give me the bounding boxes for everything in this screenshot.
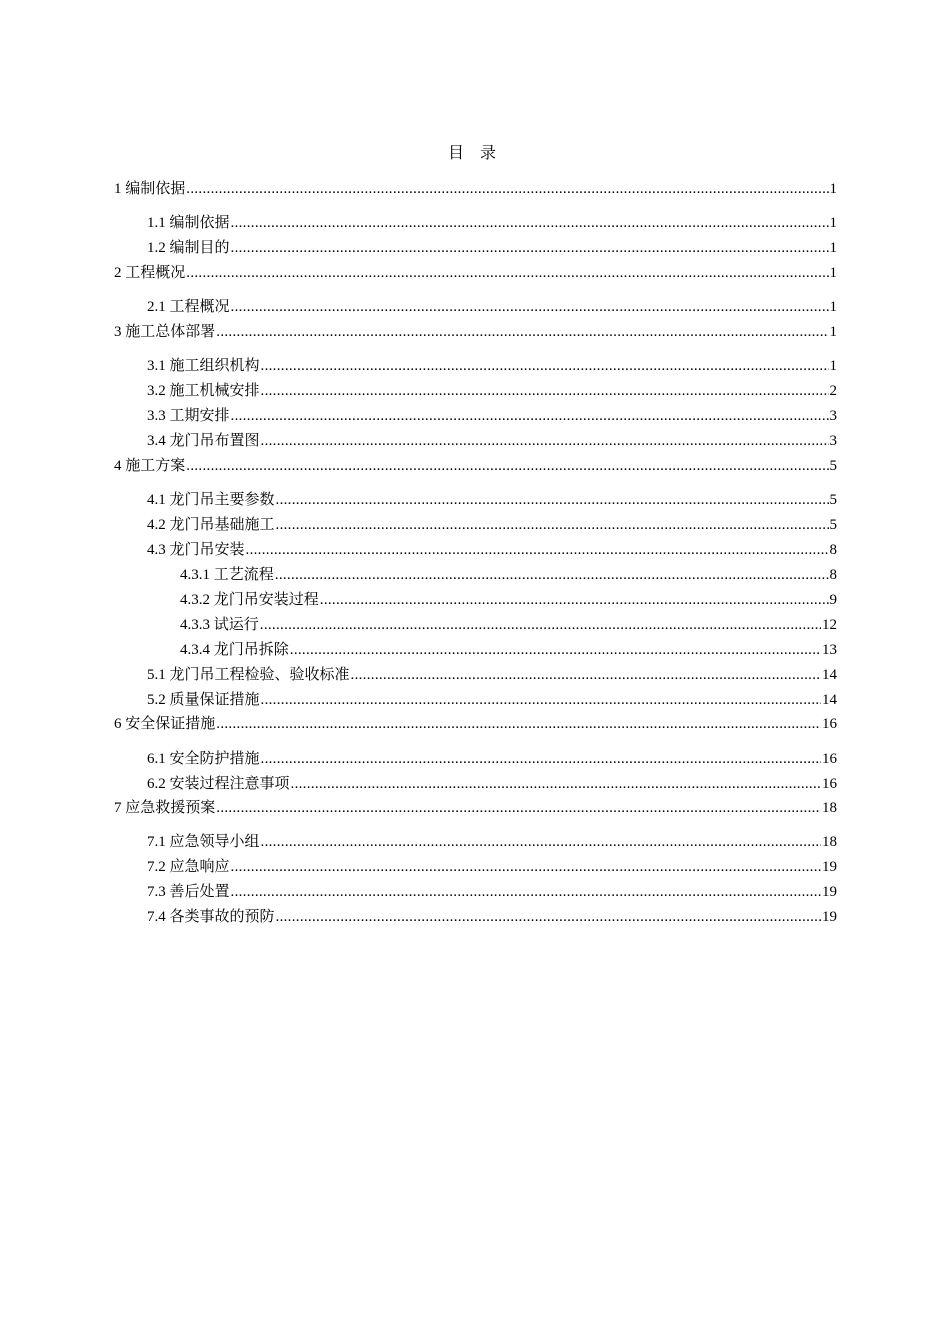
toc-entry-page: 8 [829,542,837,558]
toc-entry-page: 3 [829,433,837,449]
toc-entry[interactable] [114,456,837,476]
toc-entry-label: 6.2 安装过程注意事项 [147,776,290,792]
toc-entry-label: 7.4 各类事故的预防 [147,909,275,925]
toc-entry-label: 1 编制依据 [114,181,186,197]
toc-leader [276,515,829,535]
toc-entry[interactable] [147,431,837,451]
toc-entry-label: 4.3 龙门吊安装 [147,542,245,558]
toc-entry-page: 9 [829,592,837,608]
toc-leader [216,322,828,342]
toc-entry-label: 2.1 工程概况 [147,299,230,315]
toc-entry[interactable] [147,238,837,258]
toc-entry-page: 16 [822,751,837,767]
toc-leader [261,690,821,710]
toc-entry-page: 2 [829,383,837,399]
toc-entry[interactable] [114,322,837,342]
toc-leader [261,356,829,376]
toc-entry-label: 6.1 安全防护措施 [147,751,260,767]
toc-entry-label: 1.1 编制依据 [147,215,230,231]
toc-leader [216,714,821,734]
toc-entry-label: 5.2 质量保证措施 [147,692,260,708]
toc-entry-page: 1 [829,299,837,315]
toc-entry[interactable] [147,690,837,710]
toc-entry-page: 8 [829,567,837,583]
toc-entry[interactable] [147,832,837,852]
toc-leader [231,406,829,426]
toc-entry-page: 18 [822,834,837,850]
toc-entry-label: 6 安全保证措施 [114,716,216,732]
toc-entry-page: 18 [822,800,837,816]
toc-entry-label: 7.1 应急领导小组 [147,834,260,850]
toc-entry-page: 5 [829,517,837,533]
toc-entry[interactable] [147,381,837,401]
toc-entry[interactable] [180,590,837,610]
toc-entry-label: 4.3.1 工艺流程 [180,567,274,583]
toc-leader [261,431,829,451]
toc-entry-page: 1 [829,181,837,197]
toc-entry-page: 16 [822,776,837,792]
toc-entry-label: 4.3.2 龙门吊安装过程 [180,592,319,608]
toc-entry-label: 4.2 龙门吊基础施工 [147,517,275,533]
toc-leader [275,565,829,585]
toc-leader [231,238,829,258]
toc-entry[interactable] [147,857,837,877]
toc-leader [186,263,828,283]
toc-entry-label: 3.2 施工机械安排 [147,383,260,399]
toc-entry[interactable] [147,515,837,535]
toc-leader [320,590,829,610]
toc-entry-page: 1 [829,265,837,281]
toc-entry-page: 14 [822,667,837,683]
toc-leader [261,381,829,401]
toc-leader [260,615,821,635]
toc-entry-page: 3 [829,408,837,424]
toc-entry-page: 14 [822,692,837,708]
toc-entry[interactable] [147,774,837,794]
toc-leader [186,456,828,476]
toc-entry-label: 4.1 龙门吊主要参数 [147,492,275,508]
toc-leader [290,640,821,660]
toc-entry[interactable] [147,297,837,317]
toc-entry-page: 1 [829,358,837,374]
toc-entry[interactable] [147,749,837,769]
toc-title: 目 录 [447,145,502,162]
toc-entry-label: 7.2 应急响应 [147,859,230,875]
toc-entry[interactable] [147,356,837,376]
toc-entry[interactable] [114,179,837,199]
toc-entry-label: 1.2 编制目的 [147,240,230,256]
toc-entry-page: 12 [822,617,837,633]
toc-entry[interactable] [147,665,837,685]
toc-entry[interactable] [147,907,837,927]
toc-entry-label: 4.3.3 试运行 [180,617,259,633]
toc-entry[interactable] [147,406,837,426]
toc-entry-label: 7.3 善后处置 [147,884,230,900]
toc-entry-label: 4 施工方案 [114,458,186,474]
toc-leader [276,490,829,510]
toc-leader [231,297,829,317]
toc-leader [231,882,821,902]
toc-entry[interactable] [147,540,837,560]
toc-leader [261,749,821,769]
toc-entry[interactable] [114,263,837,283]
toc-entry-page: 19 [822,859,837,875]
toc-entry[interactable] [114,798,837,818]
toc-entry-page: 1 [829,324,837,340]
toc-entry-label: 4.3.4 龙门吊拆除 [180,642,289,658]
toc-entry[interactable] [114,714,837,734]
toc-entry-label: 2 工程概况 [114,265,186,281]
toc-leader [231,857,821,877]
toc-entry[interactable] [147,490,837,510]
toc-leader [186,179,828,199]
toc-entry-page: 13 [822,642,837,658]
toc-entry[interactable] [180,565,837,585]
toc-leader [276,907,821,927]
toc-entry-label: 5.1 龙门吊工程检验、验收标准 [147,667,350,683]
toc-entry[interactable] [180,640,837,660]
toc-leader [216,798,821,818]
toc-entry-label: 3.3 工期安排 [147,408,230,424]
toc-entry-page: 1 [829,215,837,231]
toc-entry-label: 3.1 施工组织机构 [147,358,260,374]
toc-leader [231,213,829,233]
toc-entry-label: 7 应急救援预案 [114,800,216,816]
toc-leader [246,540,829,560]
toc-entry-label: 3.4 龙门吊布置图 [147,433,260,449]
toc-entry[interactable] [180,615,837,635]
toc-entry[interactable] [147,213,837,233]
toc-entry-label: 3 施工总体部署 [114,324,216,340]
toc-entry-page: 1 [829,240,837,256]
toc-entry-page: 5 [829,492,837,508]
toc-entry-page: 16 [822,716,837,732]
toc-entry-page: 5 [829,458,837,474]
toc-leader [291,774,821,794]
toc-leader [351,665,821,685]
toc-entry-page: 19 [822,884,837,900]
toc-leader [261,832,821,852]
toc-entry-page: 19 [822,909,837,925]
toc-entry[interactable] [147,882,837,902]
